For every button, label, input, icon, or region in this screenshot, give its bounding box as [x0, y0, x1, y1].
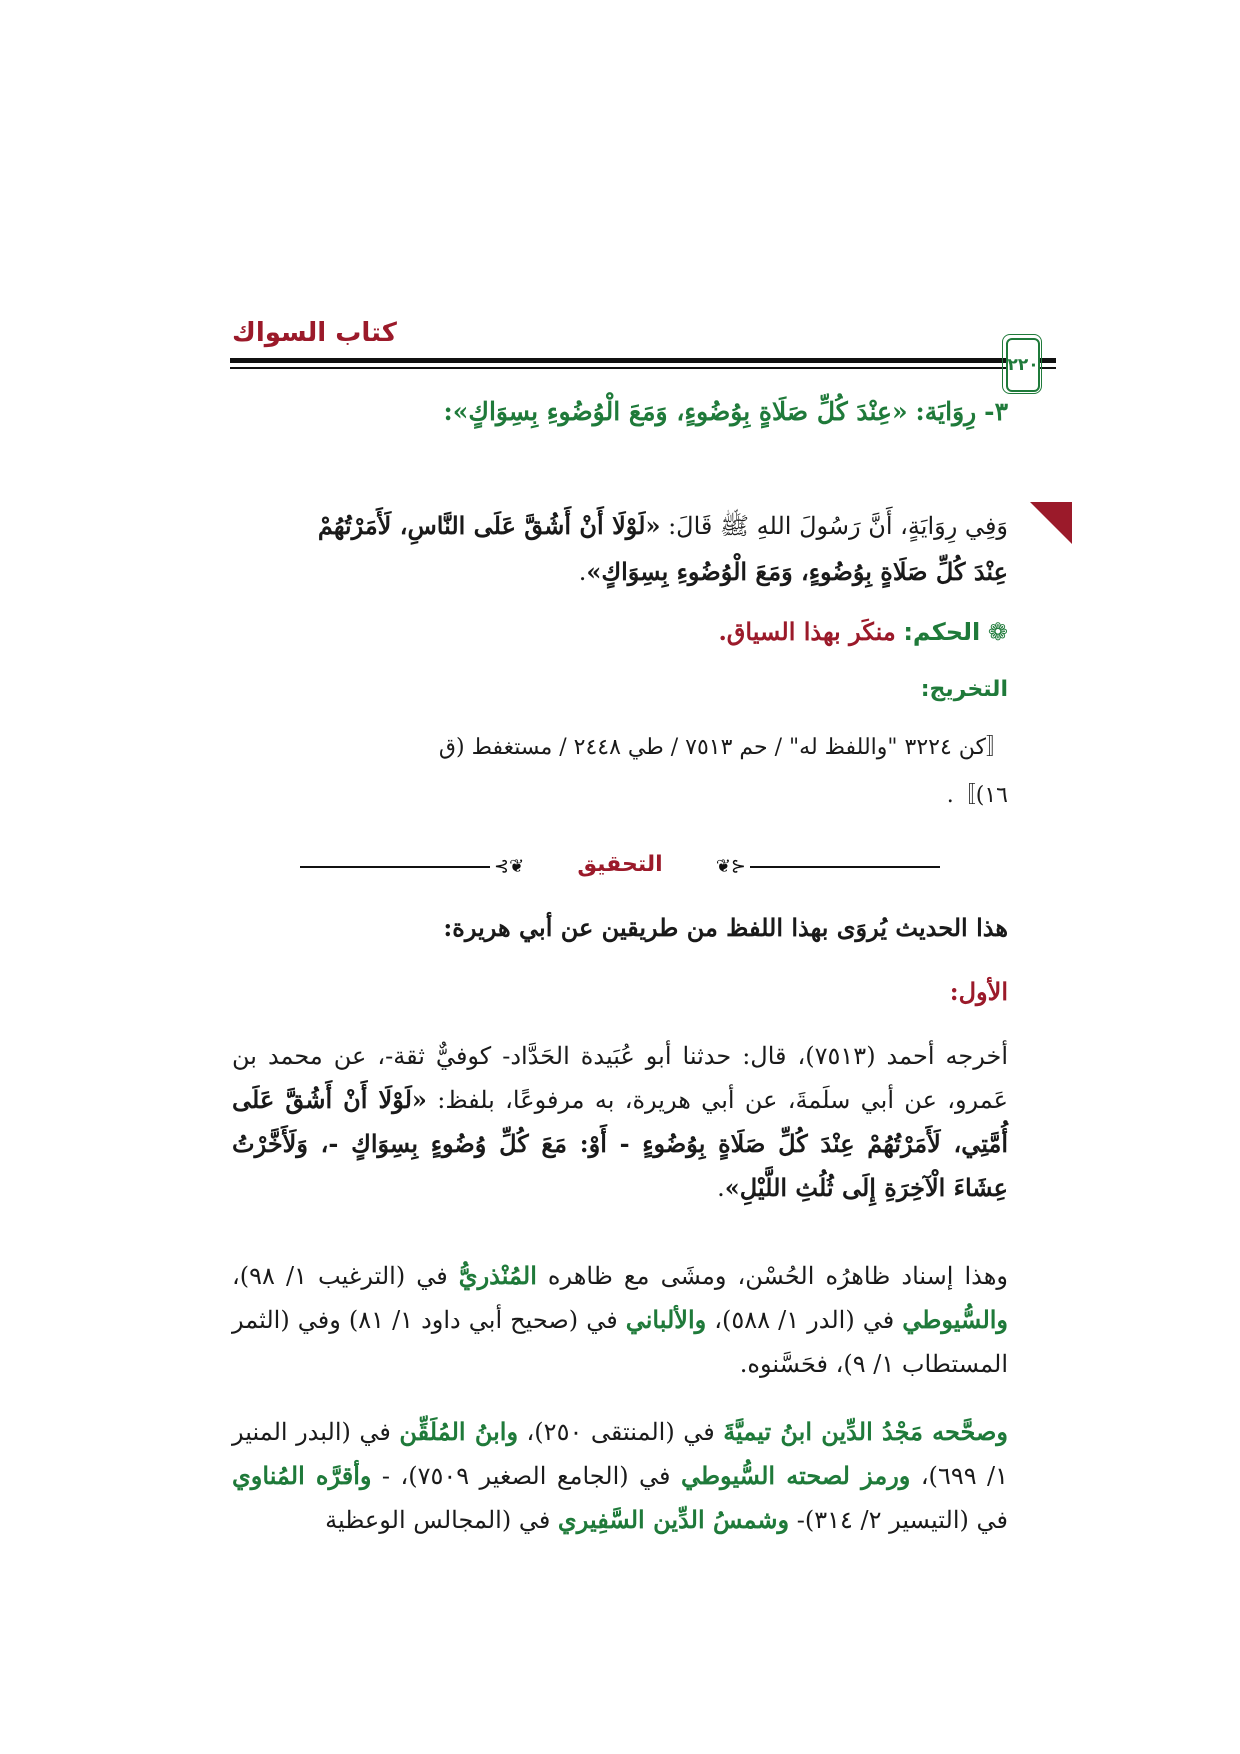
- ruling: [718, 612, 1008, 652]
- p3-suyuti: ورمز لصحته السُّيوطي: [680, 1461, 911, 1490]
- p3-text-j: في (المجالس الوعظية: [325, 1506, 558, 1534]
- hadith-line-1: [318, 506, 1008, 546]
- hadith-end: .: [578, 558, 587, 586]
- section-quote: «عِنْدَ كُلِّ صَلَاةٍ بِوُضُوءٍ، وَمَعَ الْوُضُوءِ بِسِوَاكٍ»:: [443, 397, 908, 426]
- corner-ornament: [1030, 502, 1072, 544]
- section-divider: [300, 852, 940, 882]
- p3-ibn-mulaqqin: وابنُ المُلَقِّن: [399, 1417, 519, 1446]
- book-title: كتاب السواك: [232, 318, 397, 348]
- ruling-label: الحكم:: [903, 618, 981, 646]
- p1-text: أخرجه أحمد (٧٥١٣)، قال: حدثنا أبو عُبَيدة الحَدَّاد- كوفيٌّ ثقة-، عن محمد بن عَمرو، عن أبي سلَمةَ، عن أبي هريرة، به مرفوعًا، بلفظ:: [232, 1042, 1008, 1114]
- p3-text-d: في (البدر المنير ١/ ٦٩٩)،: [232, 1418, 1009, 1490]
- p2-text-a: وهذا إسناد ظاهرُه الحُسْن، ومشَى مع ظاهره: [536, 1262, 1009, 1290]
- p2-mundhiri: المُنْذريُّ: [458, 1261, 537, 1290]
- divider-ornament-right: ❦⊱: [715, 856, 746, 877]
- p2-text-b: في (الترغيب ١/ ٩٨)،: [232, 1262, 459, 1290]
- paragraph-1: [232, 1034, 1008, 1210]
- section-number: ٣-: [984, 397, 1008, 426]
- divider-label: التحقيق: [577, 852, 663, 877]
- takhrij-line-2: ١٦)〛.: [946, 783, 1008, 808]
- p2-text-c: في (الدر ١/ ٥٨٨)،: [706, 1306, 903, 1334]
- hadith-intro: وَفِي رِوَايَةٍ، أَنَّ رَسُولَ اللهِ ﷺ قَالَ:: [660, 512, 1008, 540]
- ruling-value: منكَر بهذا السياق.: [718, 617, 896, 646]
- p2-text-d: في (صحيح أبي داود ١/ ٨١) وفي (الثمر المستطاب ١/ ٩)، فحَسَّنوه.: [232, 1306, 1008, 1378]
- paragraph-2: [232, 1254, 1008, 1386]
- p1-end: .: [717, 1174, 725, 1202]
- hadith-quote-2: عِنْدَ كُلِّ صَلَاةٍ بِوُضُوءٍ، وَمَعَ الْوُضُوءِ بِسِوَاكٍ»: [586, 557, 1008, 586]
- hadith-line-2: [579, 552, 1008, 592]
- intro-line: هذا الحديث يُروَى بهذا اللفظ من طريقين عن أبي هريرة:: [443, 913, 1008, 942]
- header-rule: [230, 358, 1006, 363]
- takhrij-heading: [921, 668, 1008, 710]
- p3-text-b: في (المنتقى ٢٥٠)،: [518, 1418, 724, 1446]
- first-label: الأول:: [949, 977, 1008, 1006]
- p3-safiri: وشمسُ الدِّين السَّفِيري: [557, 1505, 790, 1534]
- takhrij-label: التخريج:: [920, 677, 1008, 702]
- p1-quote: «لَوْلَا أَنْ أَشُقَّ عَلَى أُمَّتِي، لَأَمَرْتُهُمْ عِنْدَ كُلِّ صَلَاةٍ بِوُضُوءٍ - أَوْ: مَعَ كُلِّ وُضُوءٍ بِسِوَاكٍ -، وَلَأَخَّرْتُ عِشَاءَ الْآخِرَةِ إِلَى ثُلُثِ اللَّيْلِ»: [232, 1085, 1008, 1202]
- paragraph-3: [232, 1410, 1008, 1542]
- p2-suyuti: والسُّيوطي: [902, 1305, 1009, 1334]
- divider-ornament-left: ⊰❦: [494, 856, 525, 877]
- section-label: رِوَايَة:: [915, 397, 977, 426]
- p3-munawi: وأقرَّه المُناوي: [232, 1461, 372, 1490]
- header-rule-thin: [230, 367, 1006, 369]
- page-number: ٢٢٠: [1006, 338, 1040, 392]
- section-heading: [444, 392, 1009, 432]
- p3-text-h: في (التيسير ٢/ ٣١٤)-: [789, 1506, 1008, 1534]
- takhrij-line-1: 〚كن ٣٢٢٤ "واللفظ له" / حم ٧٥١٣ / طي ٢٤٤٨ / مستغفط (ق: [438, 735, 1008, 760]
- first-heading: [950, 972, 1008, 1012]
- divider-bar-right: [750, 866, 940, 868]
- p2-albani: والألباني: [625, 1305, 707, 1334]
- p3-majd: وصحَّحه مَجْدُ الدِّين ابنُ تيميَّةَ: [723, 1417, 1008, 1446]
- hadith-quote-1: «لَوْلَا أَنْ أَشُقَّ عَلَى النَّاسِ، لَأَمَرْتُهُمْ: [317, 511, 661, 540]
- p3-text-f: في (الجامع الصغير ٧٥٠٩)، -: [371, 1462, 681, 1490]
- flower-icon: ❁: [987, 618, 1008, 646]
